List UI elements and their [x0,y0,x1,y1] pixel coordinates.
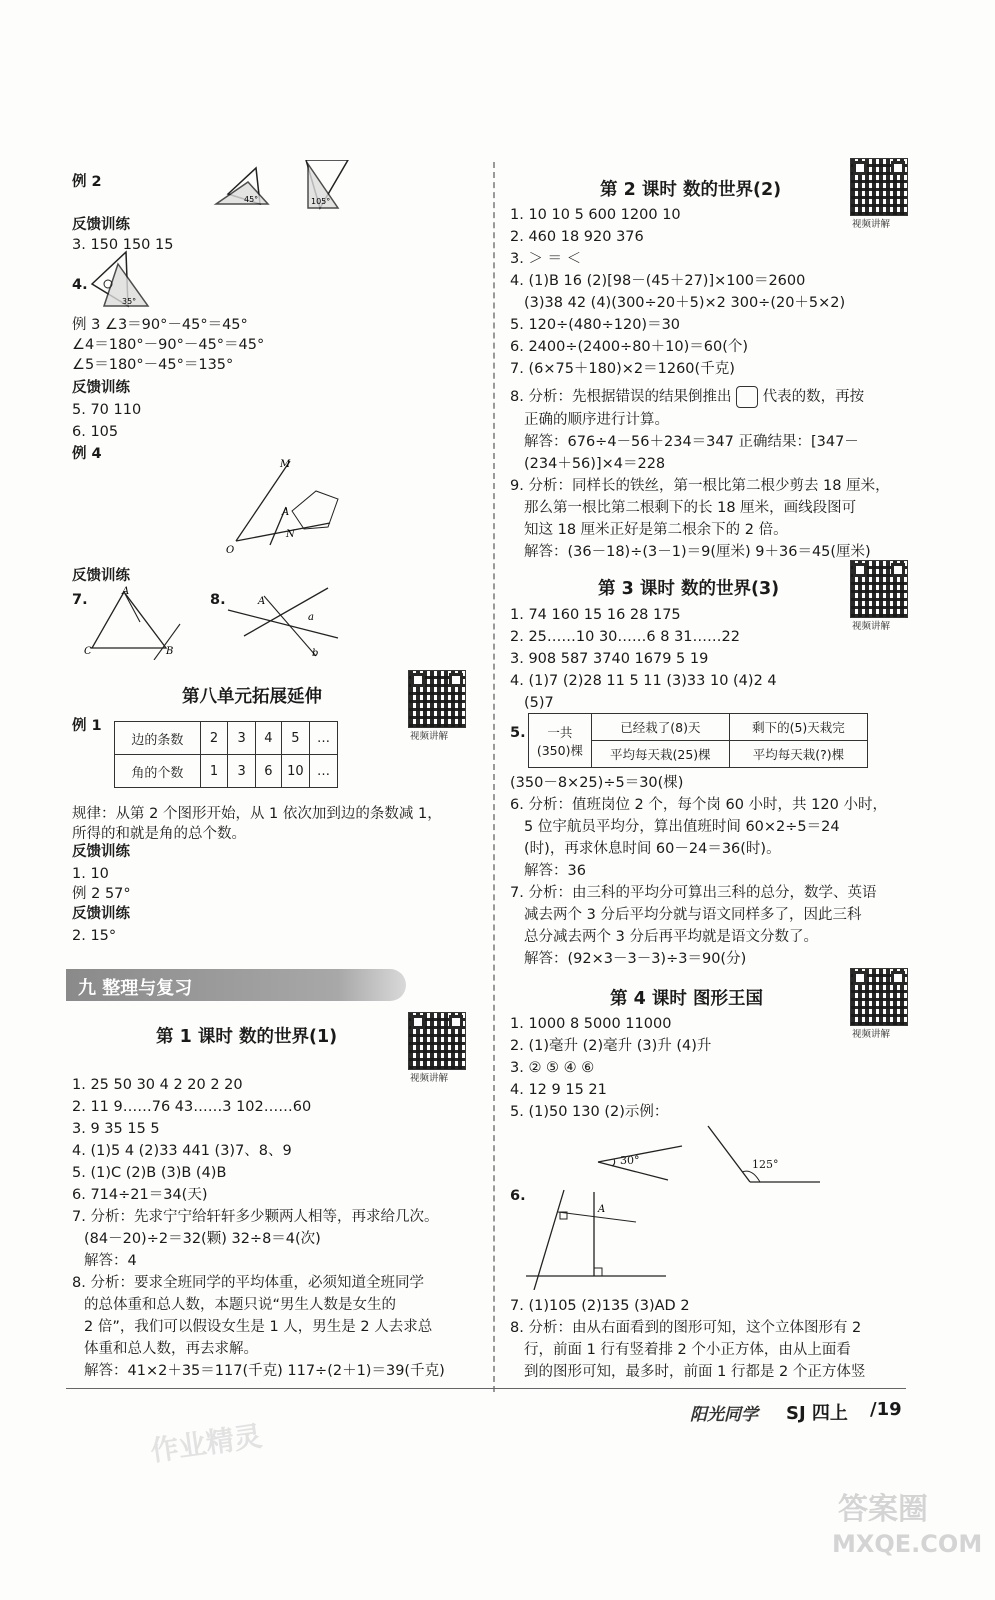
answer-line: 5. 120÷(480÷120)＝30 [510,317,681,333]
answer-line: 体重和总人数，再去求解。 [84,1341,258,1357]
table-cell-text: 一共 [547,724,573,740]
svg-text:A: A [282,507,290,518]
site-url: MXQE.COM [832,1530,983,1558]
svg-text:45°: 45° [244,195,259,204]
answer-line: 4. 12 9 15 21 [510,1082,607,1098]
table-cell: 3 [228,755,256,788]
qr-label: 视频讲解 [852,219,891,230]
answer-line: 行，前面 1 行有竖着排 2 个小正方体，由从上面看 [524,1342,851,1358]
answer-line: 3. 908 587 3740 1679 5 19 [510,651,709,667]
q6-perpendicular-figure [516,1186,676,1290]
answer-line: 2. 25……10 30……6 8 31……22 [510,629,740,645]
answer-line: 5. (1)50 130 (2)示例： [510,1104,669,1120]
answer-line: 那么第一根比第二根剩下的长 18 厘米，画线段图可 [524,500,857,516]
table-cell: 2 [200,722,228,755]
answer-line: 2. 460 18 920 376 [510,229,644,245]
section-banner [66,969,406,1001]
qr-code[interactable] [850,968,908,1026]
table-cell: 10 [281,755,309,788]
answer-line: 解答：(36－18)÷(3－1)＝9(厘米) 9＋36＝45(厘米) [524,544,871,560]
answer-line: 4. [72,277,88,293]
table-cell: 1 [200,755,228,788]
answer-line: 5 位宇航员平均分，算出值班时间 60×2÷5＝24 [524,819,840,835]
answer-line: 3. 9 35 15 5 [72,1121,160,1137]
svg-text:B: B [166,646,174,657]
answer-line: 解答：676÷4－56＋234＝347 正确结果：[347－ [524,434,859,450]
answer-line [510,386,864,408]
feedback-heading: 反馈训练 [72,844,130,860]
answer-line: 例 2 57° [72,886,131,902]
answer-line: 知这 18 厘米正好是第二根余下的 2 倍。 [524,522,788,538]
feedback-heading: 反馈训练 [72,380,130,396]
answer-line: 4. (1)7 (2)28 11 5 11 (3)33 10 (4)2 4 [510,673,777,689]
answer-line: 解答：(92×3－3－3)÷3＝90(分) [524,951,747,967]
answer-line: 正确的顺序进行计算。 [524,412,669,428]
angle-label: 30° [620,1154,640,1167]
answer-line: 8. 分析：由从右面看到的图形可知，这个立体图形有 2 [510,1320,862,1336]
lesson-1-title: 第 1 课时 数的世界(1) [156,1027,338,1047]
answer-line: 3. ＞ ＝ ＜ [510,251,582,267]
answer-line: 7. 分析：先求宁宁给轩轩多少颗两人相等，再求给几次。 [72,1209,439,1225]
qr-label: 视频讲解 [852,1029,891,1040]
answer-line: ∠4＝180°－90°－45°＝45° [72,337,265,353]
table-cell: 平均每天栽(25)棵 [591,741,729,768]
answer-line: 1. 74 160 15 16 28 175 [510,607,681,623]
qr-code[interactable] [408,1012,466,1070]
answer-line: (234＋56)]×4＝228 [524,456,666,472]
answer-line: 1. 25 50 30 4 2 20 2 20 [72,1077,243,1093]
example-2-label: 例 2 [72,174,102,190]
answer-line: 3. 150 150 15 [72,237,174,253]
svg-text:a: a [308,612,314,623]
answer-line: 5. (1)C (2)B (3)B (4)B [72,1165,227,1181]
example-1-label: 例 1 [72,718,102,734]
answer-line: 解答：36 [524,863,586,879]
table-cell: 5 [281,722,309,755]
answer-line: 总分减去两个 3 分后再平均就是语文分数了。 [524,929,818,945]
blank-box [736,386,758,408]
answer-line: 例 3 ∠3＝90°－45°＝45° [72,317,248,333]
answer-text: 代表的数，再按 [762,389,865,405]
qr-code[interactable] [850,560,908,618]
q7-triangle-figure [84,586,194,660]
qr-label: 视频讲解 [410,731,449,742]
answer-line: 4. (1)5 4 (2)33 441 (3)7、8、9 [72,1143,292,1159]
answer-line: 6. 2400÷(2400÷80＋10)＝60(个) [510,339,749,355]
svg-text:105°: 105° [311,197,331,206]
table-cell: 角的个数 [115,755,201,788]
footer-rule [66,1388,906,1389]
svg-text:N: N [286,529,295,540]
table-cell: 3 [228,722,256,755]
answer-line: 1. 10 10 5 600 1200 10 [510,207,681,223]
watermark: 作业精灵 [148,1419,264,1468]
qr-label: 视频讲解 [852,621,891,632]
table-cell: 平均每天栽(?)棵 [729,741,867,768]
column-divider [493,162,495,1392]
feedback-heading: 反馈训练 [72,906,130,922]
answer-line: 8. 分析：要求全班同学的平均体重，必须知道全班同学 [72,1275,424,1291]
answer-line: 解答：41×2＋35＝117(千克) 117÷(2＋1)＝39(千克) [84,1363,445,1379]
answer-line: (3)38 42 (4)(300÷20＋5)×2 300÷(20＋5×2) [524,295,846,311]
answer-line: 5. [510,725,526,741]
example-4-figure [220,455,360,555]
answer-line: 6. 分析：值班岗位 2 个，每个岗 60 小时，共 120 小时， [510,797,887,813]
answer-line: 8. [210,592,226,608]
table-cell: … [309,755,337,788]
table-cell: 已经栽了(8)天 [591,714,729,741]
svg-text:b: b [312,648,319,659]
answer-line: 减去两个 3 分后平均分就与语文同样多了，因此三科 [524,907,862,923]
svg-text:A: A [122,586,130,597]
answer-line: 2. 15° [72,928,117,944]
rule-text: 所得的和就是角的总个数。 [72,826,246,842]
table-cell [529,714,592,768]
answer-line: 2. (1)毫升 (2)毫升 (3)升 (4)升 [510,1038,712,1054]
table-cell: 边的条数 [115,722,201,755]
answer-line: 7. (1)105 (2)135 (3)AD 2 [510,1298,690,1314]
answer-line: ∠5＝180°－45°＝135° [72,357,234,373]
banner-text: 九 整理与复习 [78,978,193,999]
unit8-title: 第八单元拓展延伸 [182,687,322,707]
table-cell: 6 [256,755,282,788]
answer-line: 7. 分析：由三科的平均分可算出三科的总分，数学、英语 [510,885,877,901]
answer-line: 6. [510,1188,526,1204]
answer-line: 解答：4 [84,1253,137,1269]
answer-line: (350－8×25)÷5＝30(棵) [510,775,684,791]
answer-line: 7. [72,592,88,608]
svg-text:M: M [280,459,291,470]
answer-line: 6. 105 [72,424,119,440]
sides-angles-table [114,721,338,788]
feedback-heading: 反馈训练 [72,568,130,584]
answer-line: 1. 1000 8 5000 11000 [510,1016,672,1032]
tree-planting-table [528,713,868,768]
answer-line: 5. 70 110 [72,402,142,418]
svg-text:C: C [84,646,92,657]
qr-code[interactable] [408,670,466,728]
svg-text:A: A [598,1204,606,1215]
table-cell: 4 [256,722,282,755]
qr-code[interactable] [850,158,908,216]
answer-line: (84－20)÷2＝32(颗) 32÷8＝4(次) [84,1231,321,1247]
answer-line: 2 倍”，我们可以假设女生是 1 人，男生是 2 人去求总 [84,1319,433,1335]
svg-text:A: A [258,596,266,607]
lesson-4-title: 第 4 课时 图形王国 [610,989,763,1009]
answer-line: 9. 分析：同样长的铁丝，第一根比第二根少剪去 18 厘米， [510,478,890,494]
q4-figure [88,250,168,312]
answer-line: 2. 11 9……76 43……3 102……60 [72,1099,312,1115]
table-cell: … [309,722,337,755]
answer-line: (5)7 [524,695,554,711]
svg-text:35°: 35° [122,297,137,306]
answer-line: 4. (1)B 16 (2)[98－(45＋27)]×100＝2600 [510,273,806,289]
answer-line: 的总体重和总人数，本题只说“男生人数是女生的 [84,1297,397,1313]
brand-logo: 阳光同学 [690,1405,758,1425]
table-cell-text: (350)棵 [536,742,583,758]
page-number: /19 [870,1399,902,1420]
table-cell: 剩下的(5)天栽完 [729,714,867,741]
site-logo: 答案圈 [838,1492,928,1527]
example-2-figure [208,160,368,220]
lesson-2-title: 第 2 课时 数的世界(2) [600,180,782,200]
answer-line: 7. (6×75＋180)×2＝1260(千克) [510,361,735,377]
answer-line: 6. 714÷21＝34(天) [72,1187,208,1203]
example-4-label: 例 4 [72,446,102,462]
svg-text:O: O [226,545,235,555]
edition-label: SJ 四上 [786,1403,848,1424]
rule-text: 规律：从第 2 个图形开始，从 1 依次加到边的条数减 1， [72,806,442,822]
qr-label: 视频讲解 [410,1073,449,1084]
answer-line: 3. ② ⑤ ④ ⑥ [510,1060,595,1076]
feedback-heading: 反馈训练 [72,217,130,233]
answer-line: 1. 10 [72,866,109,882]
angle-label: 125° [752,1158,779,1171]
answer-line: 到的图形可知，最多时，前面 1 行都是 2 个正方体竖 [524,1364,866,1380]
answer-text: 8. 分析：先根据错误的结果倒推出 [510,389,732,405]
answer-line: (时)，再求休息时间 60－24＝36(时)。 [524,841,781,857]
q8-lines-figure [224,584,344,660]
lesson-3-title: 第 3 课时 数的世界(3) [598,579,780,599]
